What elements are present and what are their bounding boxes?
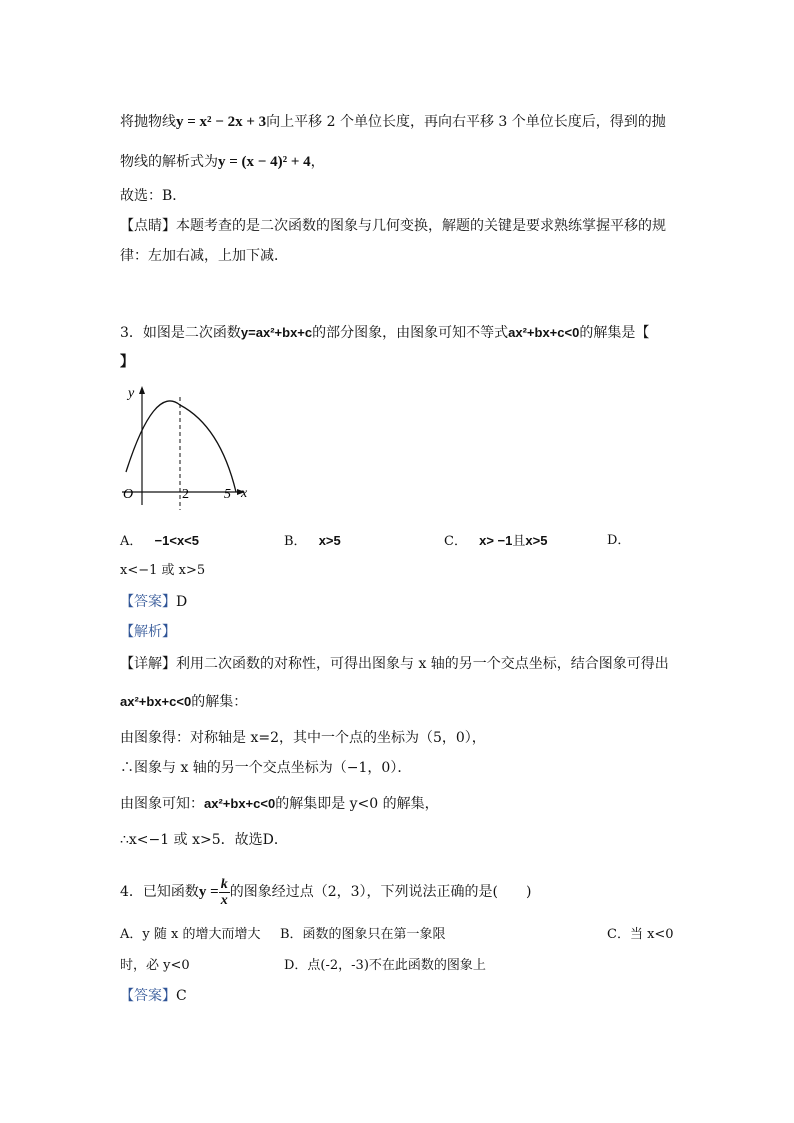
answer-value: D <box>176 594 188 610</box>
fraction-k-over-x: $\frac{k}{x}$ <box>220 876 228 908</box>
equation-result: y = (x − 4)² + 4 <box>218 154 311 170</box>
q4-option-c: C．当 x<0 <box>607 927 674 942</box>
equation-inverse-lhs: y = <box>198 884 219 900</box>
equation-inequality: ax²+bx+c<0 <box>508 325 580 340</box>
option-a: A． −1<x<5 <box>120 533 199 549</box>
origin-label: O <box>123 487 134 502</box>
q4-answer <box>120 986 187 1006</box>
q3-detail: 【详解】利用二次函数的对称性，可得出图象与 x 轴的另一个交点坐标，结合图象可得出 <box>120 656 669 672</box>
tick-label-5: 5 <box>224 487 231 502</box>
option-c: C． x> −1且x>5 <box>444 533 548 549</box>
option-d-value: x<−1 或 x>5 <box>120 563 206 578</box>
q3-detail-2: ax²+bx+c<0的解集： <box>120 694 248 710</box>
answer-value: C <box>176 988 187 1004</box>
q4-option-c-cont: 时，必 y<0 <box>120 958 190 973</box>
x-axis-label: x <box>241 486 248 501</box>
option-b: B． x>5 <box>284 533 341 549</box>
q3-step-4: ∴x<−1 或 x>5．故选D． <box>120 832 288 848</box>
q3-stem: 3．如图是二次函数y=ax²+bx+c的部分图象，由图象可知不等式ax²+bx+c<0的解集是【 <box>120 325 650 341</box>
answer-tag: 【答案】 <box>120 594 176 610</box>
q2-line-1: 将抛物线y = x² − 2x + 3向上平移 2 个单位长度，再向右平移 3 个单位长度后，得到的抛 <box>120 114 666 130</box>
q3-answer <box>120 592 187 612</box>
q2-choose: 故选：B． <box>120 188 187 204</box>
q4-option-b: B．函数的图象只在第一象限 <box>280 927 446 942</box>
q4-option-d: D．点(-2，-3)不在此函数的图象上 <box>284 958 486 973</box>
equation-function: y=ax²+bx+c <box>240 325 313 340</box>
comment-tag: 【点睛】 <box>120 218 176 234</box>
answer-tag: 【答案】 <box>120 988 176 1004</box>
q4-stem: 4．已知函数y = $\frac{k}{x}$ 的图象经过点（2，3），下列说法正确的是( ) <box>120 876 532 908</box>
option-d-label: D． <box>607 533 631 548</box>
equation-inequality-2: ax²+bx+c<0 <box>120 694 192 709</box>
q3-stem-bracket: 】 <box>120 354 134 370</box>
q3-step-2: ∴图象与 x 轴的另一个交点坐标为（−1，0）． <box>120 760 412 776</box>
equation-inequality-3: ax²+bx+c<0 <box>204 796 276 811</box>
detail-tag: 【详解】 <box>120 656 176 672</box>
equation-parabola: y = x² − 2x + 3 <box>176 114 267 130</box>
q4-option-a: A．y 随 x 的增大而增大 <box>120 927 261 942</box>
q3-analysis-tag: 【解析】 <box>120 624 176 640</box>
parabola-graph <box>114 380 254 515</box>
q3-step-1: 由图象得：对称轴是 x=2，其中一个点的坐标为（5，0）， <box>120 730 486 746</box>
q2-comment-2: 律：左加右减，上加下减． <box>120 248 288 264</box>
tick-label-2: 2 <box>182 487 189 502</box>
q2-line-2: 物线的解析式为y = (x − 4)² + 4， <box>120 154 325 170</box>
q2-comment: 【点睛】本题考查的是二次函数的图象与几何变换，解题的关键是要求熟练掌握平移的规 <box>120 218 666 234</box>
q3-step-3: 由图象可知：ax²+bx+c<0的解集即是 y<0 的解集， <box>120 796 439 812</box>
y-axis-label: y <box>128 386 135 401</box>
